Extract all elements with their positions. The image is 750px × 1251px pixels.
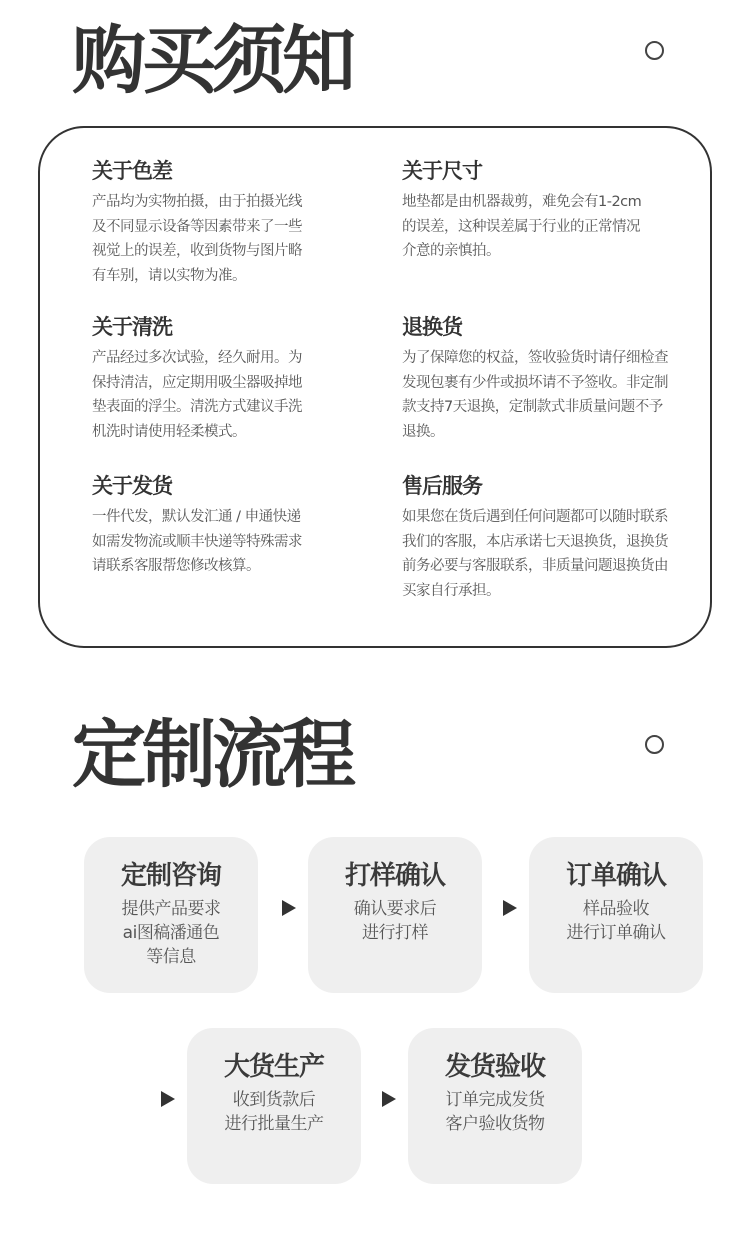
notice-cleaning bbox=[92, 314, 392, 444]
step-description: 订单完成发货 客户验收货物 bbox=[445, 1090, 545, 1134]
circle-decoration-icon bbox=[645, 735, 664, 754]
notice-heading: 售后服务 bbox=[402, 474, 482, 498]
step-description: 提供产品要求 ai图稿潘通色 等信息 bbox=[121, 899, 221, 967]
notice-text: 如果您在货后遇到任何问题都可以随时联系 我们的客服，本店承诺七天退换货，退换货 前务必要与客服联系，非质量问题退换货由 买家自行承担。 bbox=[402, 509, 668, 599]
step-title: 订单确认 bbox=[565, 861, 666, 891]
process-step-sample bbox=[308, 837, 482, 993]
step-title: 打样确认 bbox=[344, 861, 445, 891]
notice-heading: 关于发货 bbox=[92, 474, 172, 498]
notice-heading: 关于色差 bbox=[92, 159, 172, 183]
step-title: 定制咨询 bbox=[120, 861, 221, 891]
step-title: 大货生产 bbox=[223, 1052, 324, 1082]
notice-heading: 关于清洗 bbox=[92, 315, 172, 339]
process-step-order bbox=[529, 837, 703, 993]
arrow-right-icon bbox=[161, 1091, 175, 1107]
step-description: 样品验收 进行订单确认 bbox=[566, 899, 666, 943]
step-description: 确认要求后 进行打样 bbox=[353, 899, 437, 943]
notice-text: 产品均为实物拍摄，由于拍摄光线 及不同显示设备等因素带来了一些 视觉上的误差，收到货物与图片略 有车别，请以实物为准。 bbox=[92, 194, 302, 284]
custom-process-title: 定制流程 bbox=[72, 712, 352, 798]
arrow-right-icon bbox=[382, 1091, 396, 1107]
arrow-right-icon bbox=[503, 900, 517, 916]
notice-text: 地垫都是由机器裁剪，难免会有1-2cm 的误差，这种误差属于行业的正常情况 介意的亲慎拍。 bbox=[402, 194, 642, 259]
circle-decoration-icon bbox=[645, 41, 664, 60]
step-description: 收到货款后 进行批量生产 bbox=[224, 1090, 324, 1134]
notice-text: 一件代发，默认发汇通 / 申通快递 如需发物流或顺丰快递等特殊需求 请联系客服帮您修改核算。 bbox=[92, 509, 302, 574]
step-title: 发货验收 bbox=[444, 1052, 545, 1082]
process-step-delivery bbox=[408, 1028, 582, 1184]
notice-after-sales bbox=[402, 473, 702, 603]
notice-text: 产品经过多次试验，经久耐用。为 保持清洁，应定期用吸尘器吸掉地 垫表面的浮尘。清洗方式建议手洗 机洗时请使用轻柔模式。 bbox=[92, 350, 302, 440]
notice-heading: 关于尺寸 bbox=[402, 159, 482, 183]
notice-returns bbox=[402, 314, 702, 444]
notice-text: 为了保障您的权益，签收验货时请仔细检查 发现包裹有少件或损坏请不予签收。非定制 款支持7天退换，定制款式非质量问题不予 退换。 bbox=[402, 350, 668, 440]
process-step-consult bbox=[84, 837, 258, 993]
notice-color-difference bbox=[92, 158, 392, 288]
notice-shipping bbox=[92, 473, 392, 579]
notice-size bbox=[402, 158, 702, 264]
arrow-right-icon bbox=[282, 900, 296, 916]
process-step-production bbox=[187, 1028, 361, 1184]
notice-heading: 退换货 bbox=[402, 315, 462, 339]
purchase-notice-title: 购买须知 bbox=[72, 18, 352, 104]
